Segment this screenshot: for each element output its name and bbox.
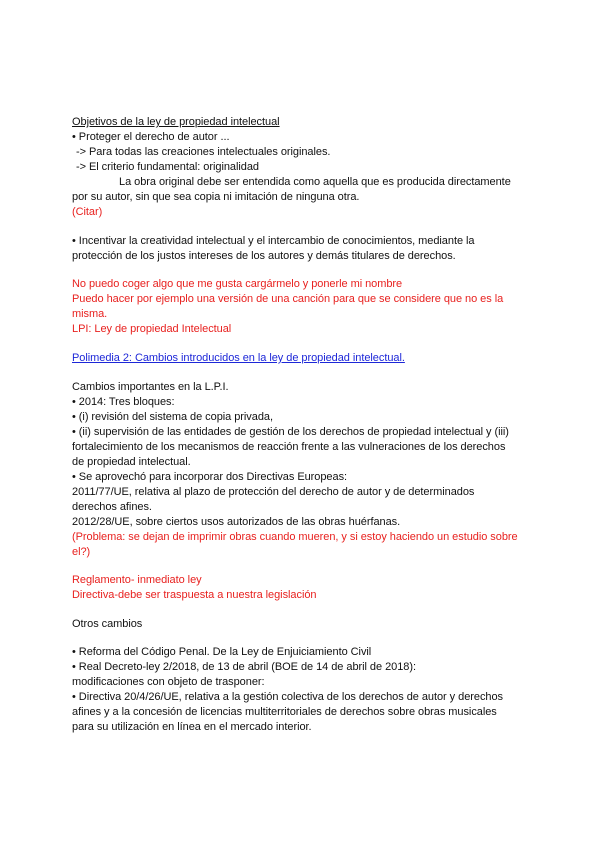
note-line: No puedo coger algo que me gusta cargármelo y ponerle mi nombre: [72, 278, 403, 290]
note-line: LPI: Ley de propiedad Intelectual: [72, 323, 232, 335]
text-line: • Se aprovechó para incorporar dos Directivas Europeas:: [72, 471, 348, 483]
note-line: Puedo hacer por ejemplo una versión de una canción para que se considere que no es la: [72, 293, 504, 305]
text-line: -> Para todas las creaciones intelectuales originales.: [76, 146, 331, 158]
text-line: • Incentivar la creatividad intelectual y el intercambio de conocimientos, mediante la: [72, 235, 475, 247]
polimedia-link[interactable]: Polimedia 2: Cambios introducidos en la ley de propiedad intelectual.: [72, 352, 405, 364]
text-line: La obra original debe ser entendida como aquella que es producida directamente: [119, 176, 511, 188]
note-citar: (Citar): [72, 206, 103, 218]
text-line: de propiedad intelectual.: [72, 456, 191, 468]
text-line: • Reforma del Código Penal. De la Ley de Enjuiciamiento Civil: [72, 646, 372, 658]
note-line: el?): [72, 546, 91, 558]
section-heading-objetivos: Objetivos de la ley de propiedad intelectual: [72, 116, 280, 128]
text-line: • Proteger el derecho de autor ...: [72, 131, 230, 143]
text-line: • 2014: Tres bloques:: [72, 396, 175, 408]
note-line: misma.: [72, 308, 108, 320]
note-line: Reglamento- inmediato ley: [72, 574, 202, 586]
text-line: para su utilización en línea en el mercado interior.: [72, 721, 312, 733]
note-line: Directiva-debe ser traspuesta a nuestra legislación: [72, 589, 317, 601]
text-line: derechos afines.: [72, 501, 152, 513]
text-line: 2011/77/UE, relativa al plazo de protección del derecho de autor y de determinados: [72, 486, 475, 498]
text-line: • Real Decreto-ley 2/2018, de 13 de abril (BOE de 14 de abril de 2018):: [72, 661, 416, 673]
text-line: protección de los justos intereses de los autores y demás titulares de derechos.: [72, 250, 456, 262]
text-line: • Directiva 20/4/26/UE, relativa a la gestión colectiva de los derechos de autor y derechos: [72, 691, 503, 703]
section-heading-otros: Otros cambios: [72, 618, 143, 630]
text-line: -> El criterio fundamental: originalidad: [76, 161, 259, 173]
text-line: fortalecimiento de los mecanismos de reacción frente a las vulneraciones de los derechos: [72, 441, 506, 453]
text-line: • (i) revisión del sistema de copia privada,: [72, 411, 273, 423]
text-line: por su autor, sin que sea copia ni imitación de ninguna otra.: [72, 191, 360, 203]
section-heading-cambios: Cambios importantes en la L.P.I.: [72, 381, 229, 393]
text-line: modificaciones con objeto de trasponer:: [72, 676, 265, 688]
note-line: (Problema: se dejan de imprimir obras cuando mueren, y si estoy haciendo un estudio sobre: [72, 531, 518, 543]
text-line: afines y a la concesión de licencias multiterritoriales de derechos sobre obras musicales: [72, 706, 497, 718]
text-line: • (ii) supervisión de las entidades de gestión de los derechos de propiedad intelectual y (iii): [72, 426, 509, 438]
text-line: 2012/28/UE, sobre ciertos usos autorizados de las obras huérfanas.: [72, 516, 401, 528]
